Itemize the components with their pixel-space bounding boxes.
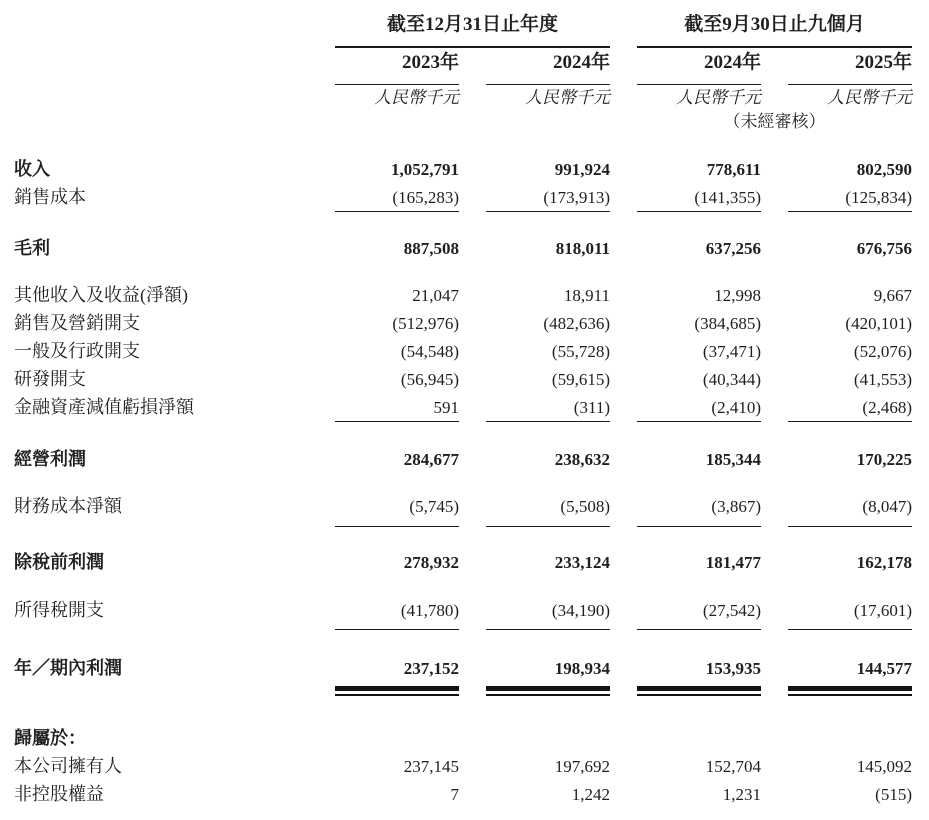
year-col-2023: 2023年	[401, 52, 459, 73]
total-double-rule	[0, 686, 929, 696]
period-group-title-nine-months: 截至9月30日止九個月	[684, 14, 865, 35]
year-col-2024-nine-months: 2024年	[703, 52, 761, 73]
spacer	[0, 630, 929, 654]
unit-label-col2: 人民幣千元	[525, 88, 610, 107]
row-cost-of-sales: 銷售成本 (165,283) (173,913) (141,355) (125,834)	[14, 187, 912, 207]
spacer	[0, 133, 929, 155]
row-selling-marketing-expenses: 銷售及營銷開支 (512,976) (482,636) (384,685) (420,101)	[14, 313, 912, 333]
year-header-row	[0, 48, 929, 78]
unaudited-note-row	[0, 111, 929, 133]
row-revenue: 收入 1,052,791 991,924 778,611 802,590	[14, 159, 912, 179]
year-col-2025: 2025年	[854, 52, 912, 73]
unit-label-col3: 人民幣千元	[676, 88, 761, 107]
unit-label-col1: 人民幣千元	[374, 88, 459, 107]
row-impairment-losses-financial-assets: 金融資產減值虧損淨額 591 (311) (2,410) (2,468)	[14, 397, 912, 417]
currency-unit-row	[0, 85, 929, 111]
year-col-2024-annual: 2024年	[552, 52, 610, 73]
row-profit-for-the-period: 年／期內利潤 237,152 198,934 153,935 144,577	[14, 658, 912, 678]
row-gross-profit: 毛利 887,508 818,011 637,256 676,756	[14, 238, 912, 258]
row-owners-of-the-company: 本公司擁有人 237,145 197,692 152,704 145,092	[14, 756, 912, 776]
spacer	[0, 576, 929, 596]
row-non-controlling-interests: 非控股權益 7 1,242 1,231 (515)	[14, 784, 912, 804]
spacer	[0, 422, 929, 445]
period-group-title-annual: 截至12月31日止年度	[386, 14, 558, 35]
row-income-tax-expense: 所得稅開支 (41,780) (34,190) (27,542) (17,601)	[14, 600, 912, 620]
row-operating-profit: 經營利潤 284,677 238,632 185,344 170,225	[14, 449, 912, 469]
period-group-header-row	[0, 12, 929, 38]
spacer	[0, 473, 929, 492]
row-attributable-to: 歸屬於：	[14, 728, 86, 748]
unaudited-note: （未經審核）	[723, 112, 826, 131]
row-general-admin-expenses: 一般及行政開支 (54,548) (55,728) (37,471) (52,076)	[14, 341, 912, 361]
spacer	[0, 527, 929, 548]
spacer	[0, 262, 929, 281]
row-other-income: 其他收入及收益(淨額) 21,047 18,911 12,998 9,667	[14, 285, 912, 305]
row-net-finance-costs: 財務成本淨額 (5,745) (5,508) (3,867) (8,047)	[14, 496, 912, 516]
spacer	[0, 212, 929, 234]
unit-label-col4: 人民幣千元	[827, 88, 912, 107]
row-rd-expenses: 研發開支 (56,945) (59,615) (40,344) (41,553)	[14, 369, 912, 389]
spacer	[0, 696, 929, 724]
row-profit-before-tax: 除稅前利潤 278,932 233,124 181,477 162,178	[14, 552, 912, 572]
